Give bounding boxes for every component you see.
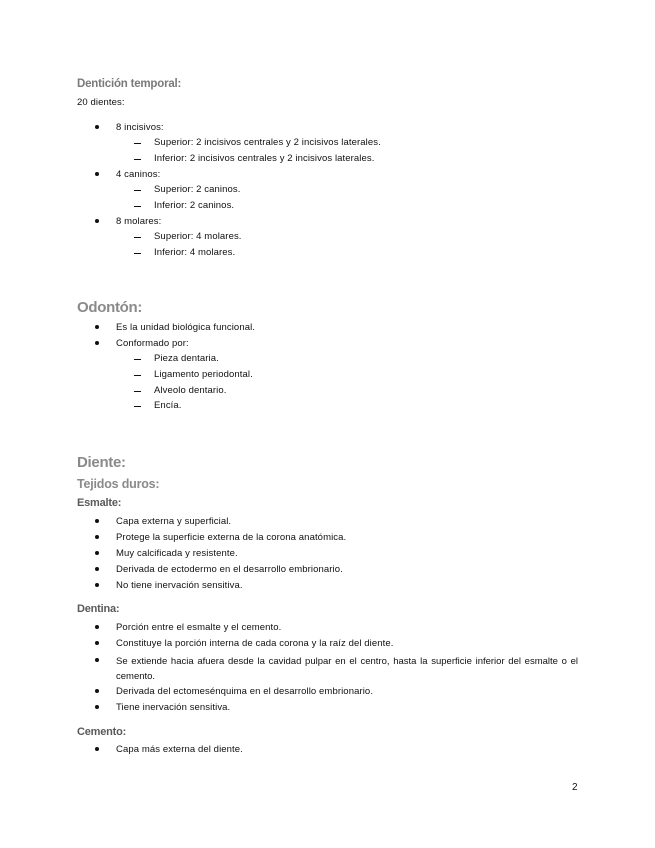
dash-icon [134, 159, 141, 160]
temporal-intro: 20 dientes: [77, 97, 125, 108]
list-item: Tiene inervación sensitiva. [116, 702, 231, 713]
diente-heading: Diente: [77, 454, 126, 471]
list-item: Capa externa y superficial. [116, 516, 232, 527]
list-item: Ligamento periodontal. [154, 369, 253, 380]
bullet-icon [95, 705, 99, 709]
dash-icon [134, 143, 141, 144]
bullet-icon [95, 583, 99, 587]
list-item: Capa más externa del diente. [116, 744, 243, 755]
bullet-icon [95, 641, 99, 645]
bullet-icon [95, 689, 99, 693]
group-caninos-label: 4 caninos: [116, 169, 161, 180]
bullet-icon [95, 519, 99, 523]
group-molares-label: 8 molares: [116, 216, 162, 227]
dash-icon [134, 359, 141, 360]
list-item: Derivada del ectomesénquima en el desarrollo embrionario. [116, 686, 374, 697]
list-item: Constituye la porción interna de cada corona y la raíz del diente. [116, 638, 394, 649]
list-item: Superior: 4 molares. [154, 231, 242, 242]
bullet-icon [95, 219, 99, 223]
dash-icon [134, 253, 141, 254]
list-item: Porción entre el esmalte y el cemento. [116, 622, 282, 633]
bullet-icon [95, 567, 99, 571]
bullet-icon [95, 747, 99, 751]
dash-icon [134, 190, 141, 191]
dash-icon [134, 391, 141, 392]
dash-icon [134, 206, 141, 207]
list-item: Inferior: 4 molares. [154, 247, 236, 258]
dash-icon [134, 375, 141, 376]
list-item: Muy calcificada y resistente. [116, 548, 238, 559]
dentina-heading: Dentina: [77, 603, 120, 615]
bullet-icon [95, 625, 99, 629]
list-item: Es la unidad biológica funcional. [116, 322, 256, 333]
dash-icon [134, 406, 141, 407]
group-incisivos-label: 8 incisivos: [116, 122, 164, 133]
list-item: Inferior: 2 incisivos centrales y 2 incisivos laterales. [154, 153, 375, 164]
bullet-icon [95, 325, 99, 329]
list-item: Protege la superficie externa de la corona anatómica. [116, 532, 347, 543]
tejidos-heading: Tejidos duros: [77, 477, 160, 491]
esmalte-heading: Esmalte: [77, 497, 122, 509]
bullet-icon [95, 551, 99, 555]
temporal-heading: Dentición temporal: [77, 78, 182, 90]
list-item: Alveolo dentario. [154, 385, 227, 396]
bullet-icon [95, 658, 99, 662]
bullet-icon [95, 125, 99, 129]
list-item: Inferior: 2 caninos. [154, 200, 235, 211]
list-item: Derivada de ectodermo en el desarrollo embrionario. [116, 564, 343, 575]
bullet-icon [95, 341, 99, 345]
cemento-heading: Cemento: [77, 726, 127, 738]
odonton-heading: Odontón: [77, 299, 143, 316]
list-item: No tiene inervación sensitiva. [116, 580, 243, 591]
list-item: Encía. [154, 400, 182, 411]
list-item: Conformado por: [116, 338, 189, 349]
list-item: Se extiende hacia afuera desde la cavidad pulpar en el centro, hasta la superficie inferior del esmalte o el cemento. [116, 656, 578, 682]
bullet-icon [95, 535, 99, 539]
list-item: Superior: 2 incisivos centrales y 2 incisivos laterales. [154, 137, 381, 148]
list-item: Pieza dentaria. [154, 353, 219, 364]
page-number: 2 [572, 782, 578, 793]
dash-icon [134, 237, 141, 238]
list-item: Superior: 2 caninos. [154, 184, 241, 195]
bullet-icon [95, 172, 99, 176]
